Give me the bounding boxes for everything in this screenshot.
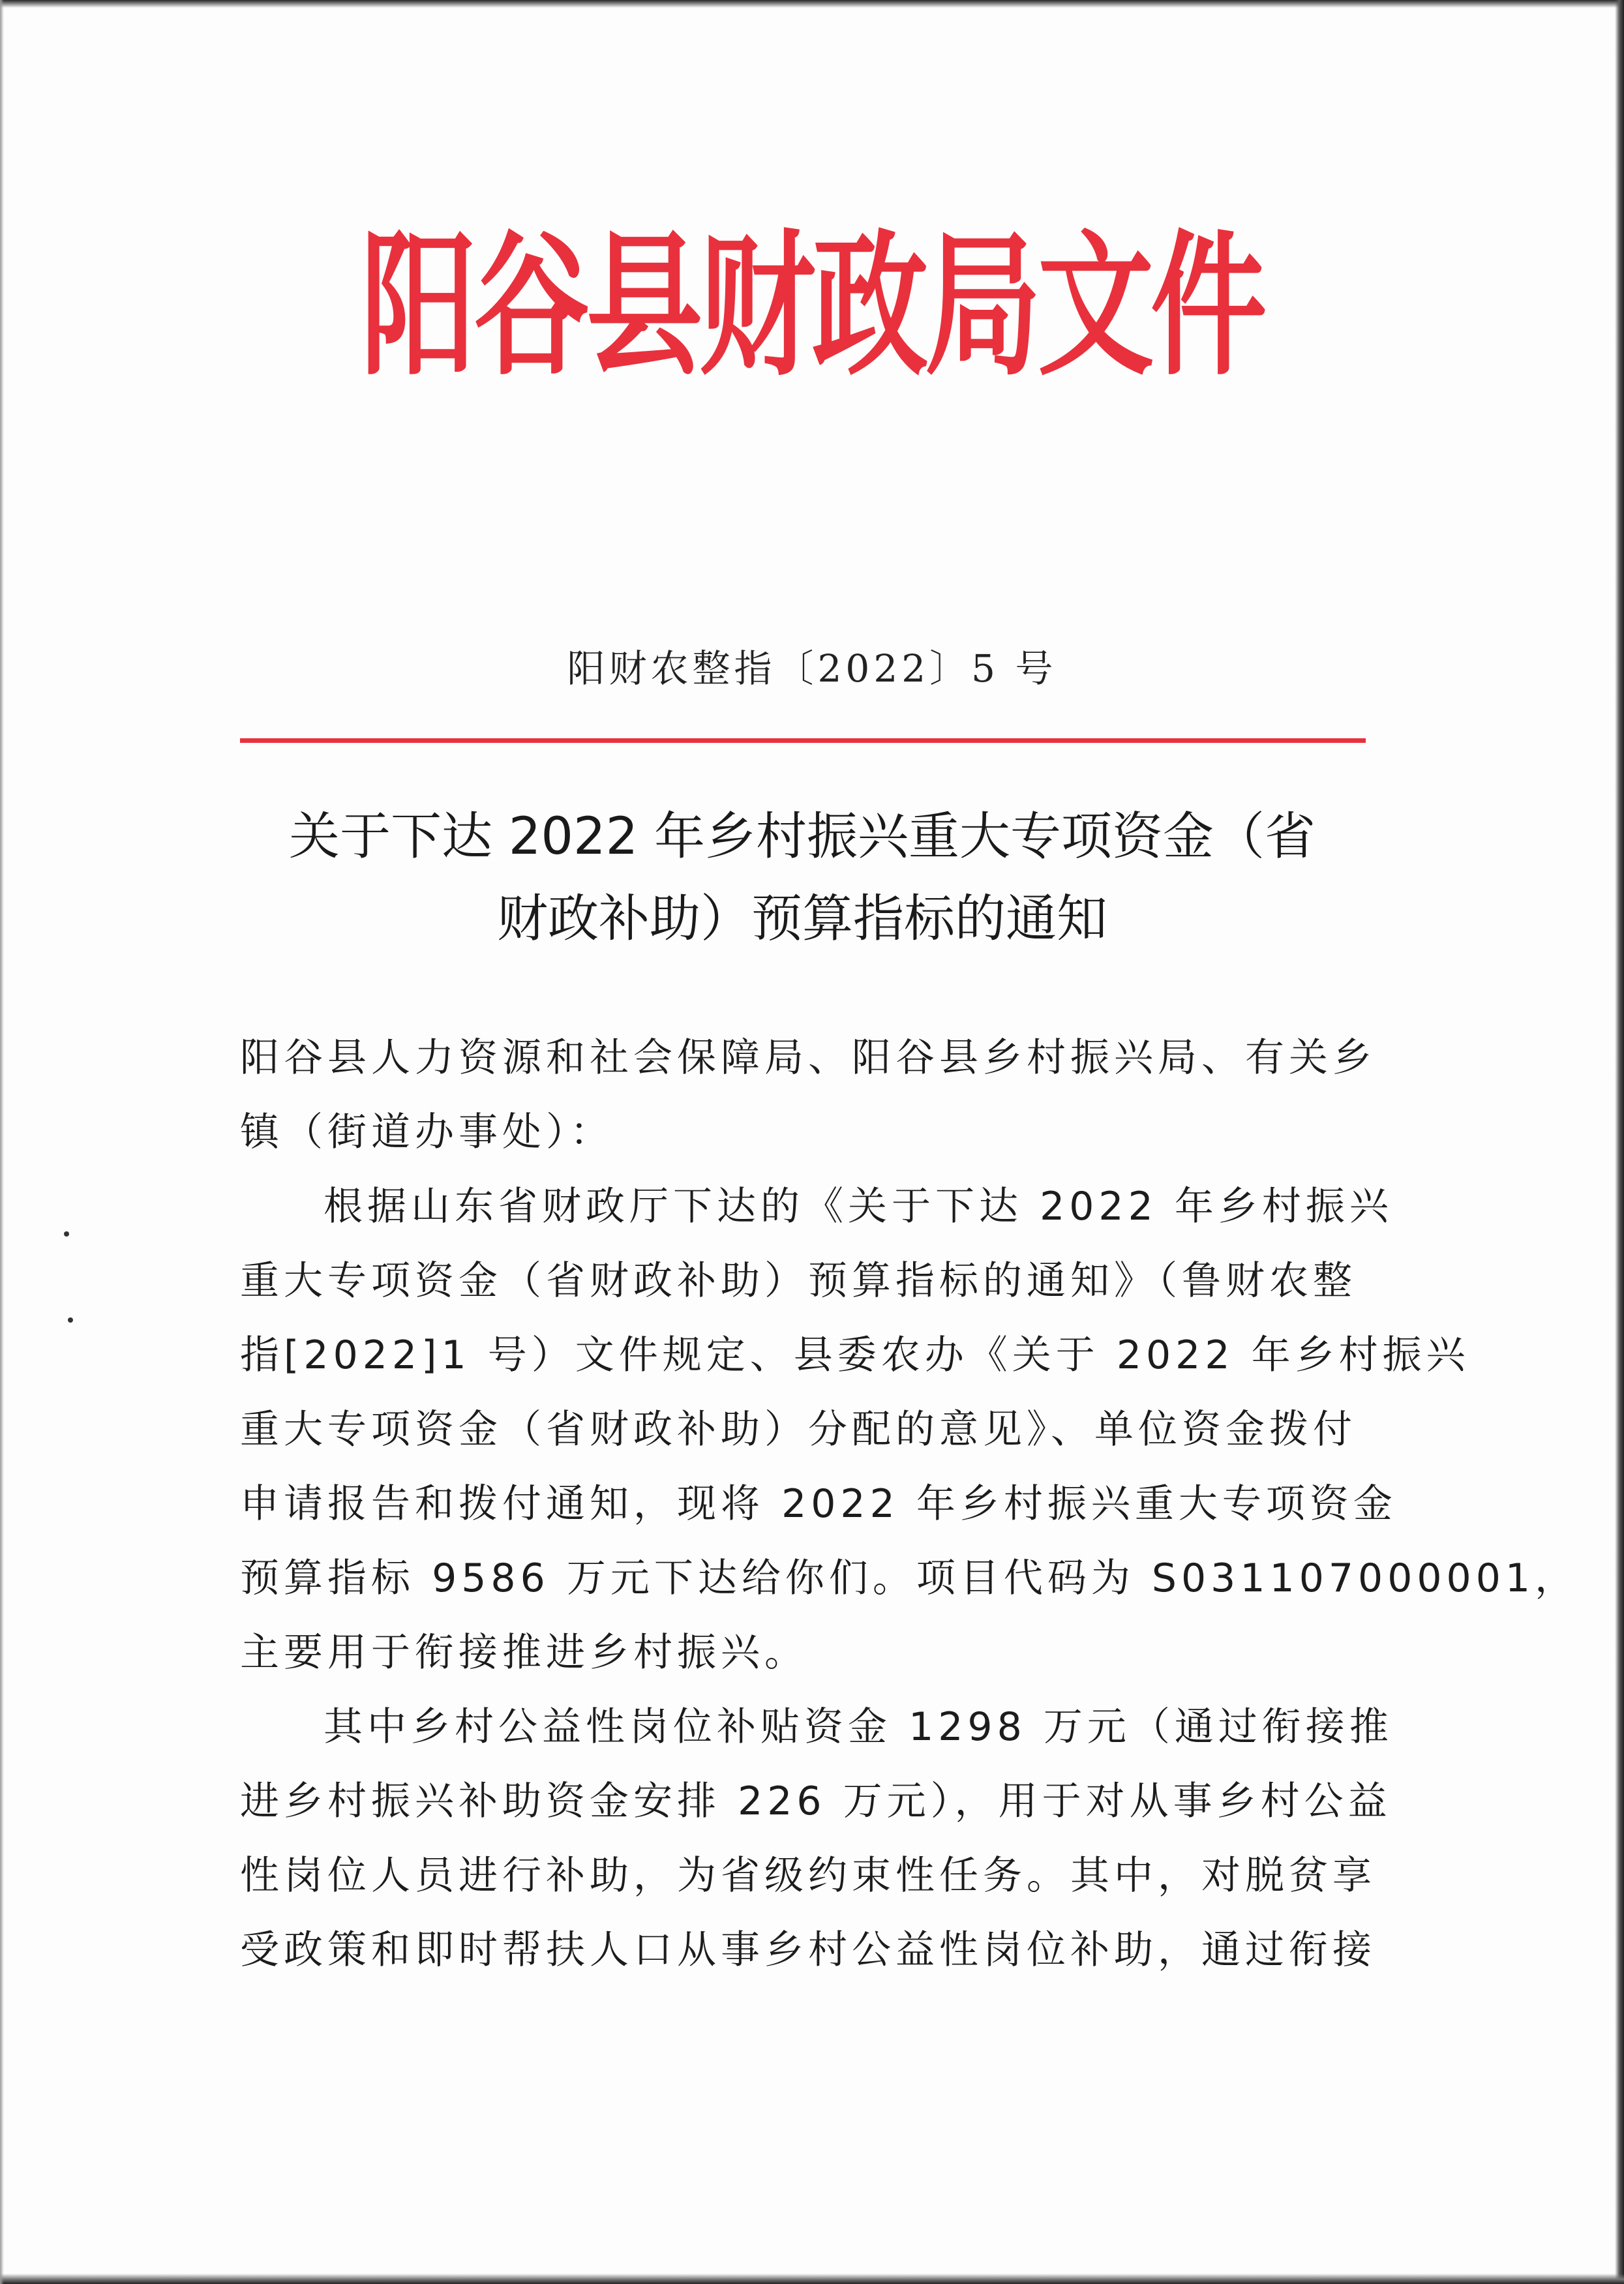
paragraph-line: 进乡村振兴补助资金安排 226 万元），用于对从事乡村公益 [240, 1779, 1392, 1824]
scan-speck [68, 1317, 73, 1323]
paragraph-line: 重大专项资金（省财政补助）分配的意见》、单位资金拨付 [240, 1407, 1357, 1452]
paragraph-line: 主要用于衔接推进乡村振兴。 [240, 1630, 808, 1675]
paragraph-line: 根据山东省财政厅下达的《关于下达 2022 年乡村振兴 [323, 1184, 1393, 1229]
document-title-line: 财政补助）预算指标的通知 [496, 890, 1107, 948]
paragraph-line: 指[2022]1 号）文件规定、县委农办《关于 2022 年乡村振兴 [240, 1332, 1470, 1378]
paragraph-line: 预算指标 9586 万元下达给你们。项目代码为 S031107000001， [240, 1555, 1579, 1601]
scan-edge-right [1615, 0, 1624, 2284]
document-title-line: 关于下达 2022 年乡村振兴重大专项资金（省 [288, 807, 1316, 866]
agency-header-title: 阳谷县财政局文件 [360, 214, 1264, 397]
paragraph-public-welfare-posts [240, 1690, 1393, 1987]
paragraph-line: 其中乡村公益性岗位补贴资金 1298 万元（通过衔接推 [323, 1704, 1393, 1750]
paragraph-line: 重大专项资金（省财政补助）预算指标的通知》（鲁财农整 [240, 1258, 1357, 1304]
scan-speck [64, 1231, 69, 1237]
scan-edge-left [0, 0, 4, 2284]
paragraph-line: 申请报告和拨付通知，现将 2022 年乡村振兴重大专项资金 [240, 1481, 1397, 1527]
paragraph-line: 受政策和即时帮扶人口从事乡村公益性岗位补助，通过衔接 [240, 1927, 1376, 1973]
document-title [222, 796, 1383, 960]
scan-edge-top [0, 0, 1624, 8]
addressee-block [240, 1021, 1376, 1169]
document-number: 阳财农整指〔2022〕5 号 [567, 646, 1057, 691]
paragraph-basis [240, 1169, 1579, 1690]
paragraph-line: 性岗位人员进行补助，为省级约束性任务。其中，对脱贫享 [240, 1853, 1376, 1899]
red-divider-line [240, 738, 1366, 743]
addressee-line: 阳谷县人力资源和社会保障局、阳谷县乡村振兴局、有关乡 [240, 1035, 1376, 1081]
addressee-line: 镇（街道办事处）： [240, 1109, 614, 1155]
scan-edge-bottom [0, 2274, 1624, 2284]
